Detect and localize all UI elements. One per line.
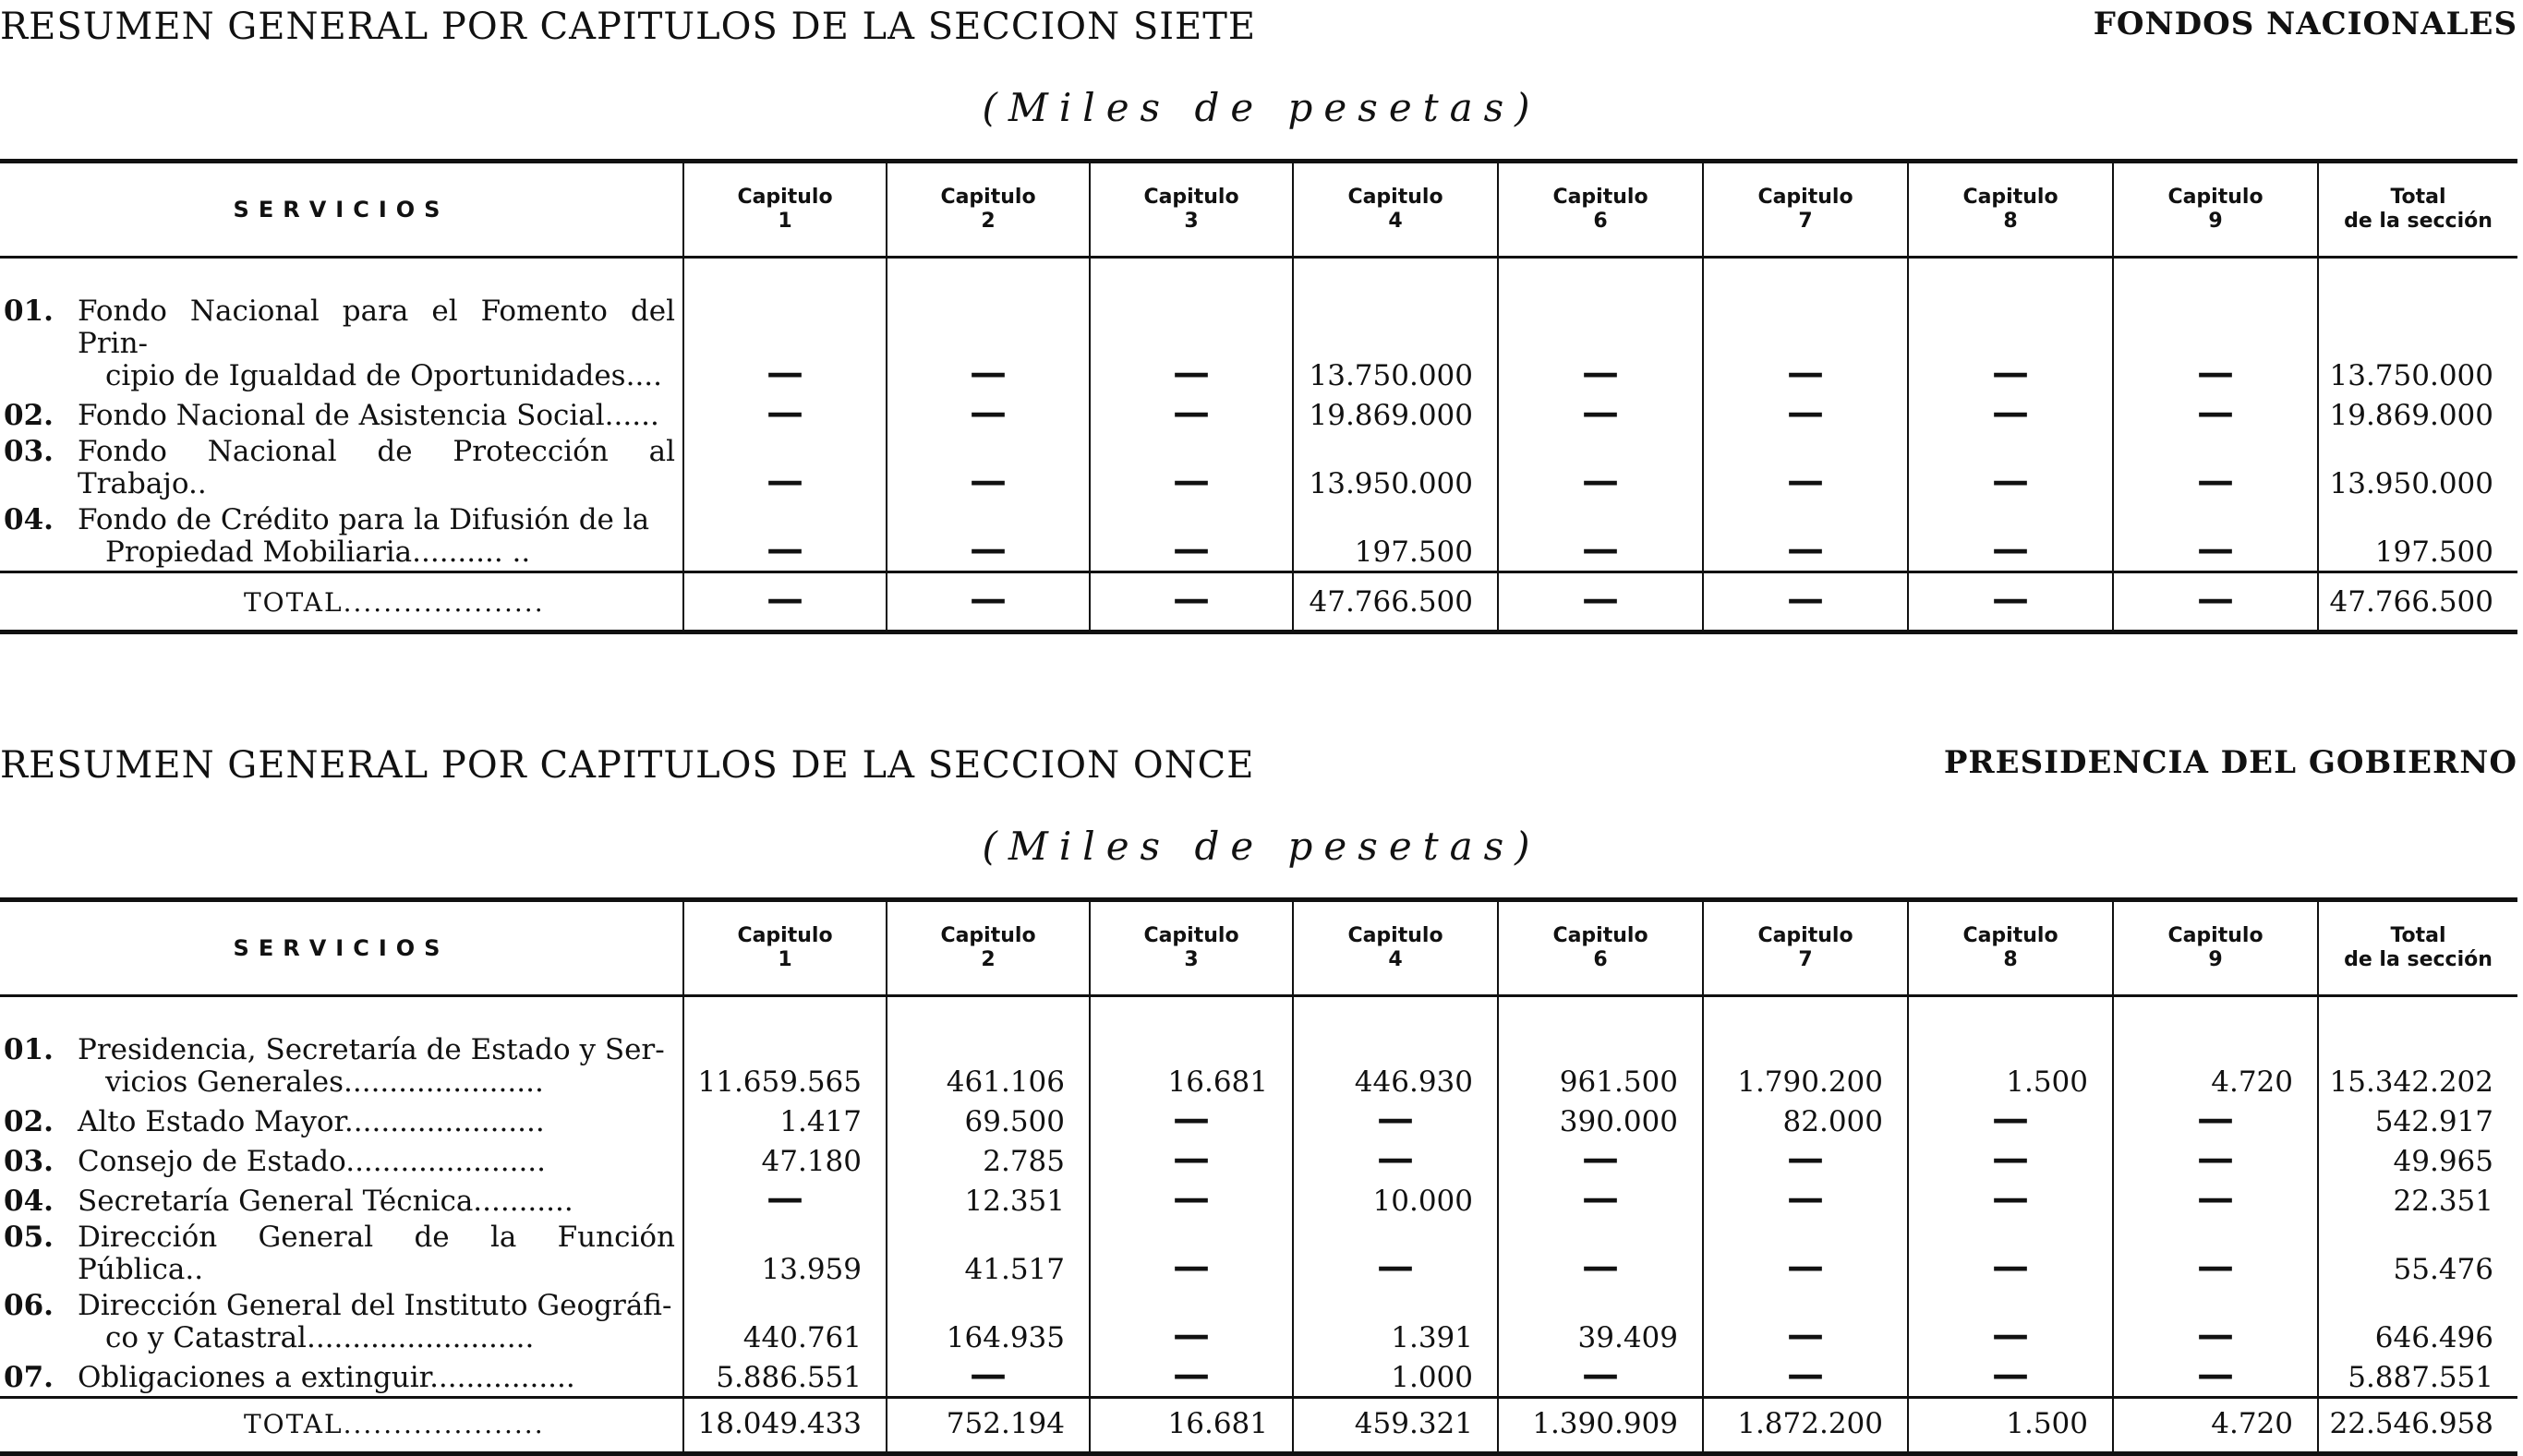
section-header <box>0 744 2523 790</box>
total-value: 18.049.433 <box>683 1398 887 1454</box>
value-cell: — <box>1703 434 1908 502</box>
value-cell: 47.180 <box>683 1140 887 1180</box>
service-name: Fondo Nacional para el Fomento del Prin- cipio de Igualdad de Oportunidades.... <box>78 295 675 392</box>
total-value: — <box>2113 572 2318 632</box>
value-cell: — <box>1498 1180 1703 1220</box>
service-description <box>0 996 683 1101</box>
value-cell: 5.887.551 <box>2318 1356 2517 1398</box>
service-code: 04. <box>4 503 54 536</box>
value-cell: — <box>887 394 1090 434</box>
value-cell: 542.917 <box>2318 1101 2517 1140</box>
table-row <box>0 502 2517 572</box>
value-cell: — <box>2113 394 2318 434</box>
service-name: Consejo de Estado...................... <box>78 1145 547 1178</box>
value-cell: 41.517 <box>887 1220 1090 1288</box>
value-cell: — <box>1090 1288 1293 1356</box>
value-cell: — <box>1703 394 1908 434</box>
table-row <box>0 1356 2517 1398</box>
value-cell: — <box>2113 258 2318 395</box>
total-value: 752.194 <box>887 1398 1090 1454</box>
value-cell: — <box>1090 258 1293 395</box>
column-header: Capitulo 2 <box>887 900 1090 996</box>
value-cell: 82.000 <box>1703 1101 1908 1140</box>
column-header: Capitulo 3 <box>1090 900 1293 996</box>
value-cell: — <box>683 1180 887 1220</box>
value-cell: — <box>1498 502 1703 572</box>
section-header <box>0 6 2523 52</box>
table-row <box>0 1288 2517 1356</box>
value-cell: 1.500 <box>1908 996 2113 1101</box>
value-cell: — <box>1703 258 1908 395</box>
service-name: Presidencia, Secretaría de Estado y Ser- vicios Generales...................... <box>78 1033 665 1099</box>
value-cell: — <box>2113 502 2318 572</box>
column-header: Total de la sección <box>2318 162 2517 258</box>
value-cell: — <box>887 1356 1090 1398</box>
total-value: — <box>887 572 1090 632</box>
section-title: RESUMEN GENERAL POR CAPITULOS DE LA SECCION ONCE <box>0 744 1255 787</box>
service-code: 03. <box>4 435 54 468</box>
value-cell: — <box>1908 1356 2113 1398</box>
service-code: 01. <box>4 1033 54 1066</box>
value-cell: — <box>2113 1101 2318 1140</box>
value-cell: — <box>1498 1220 1703 1288</box>
section-entity: FONDOS NACIONALES <box>2093 6 2517 42</box>
table-header-row <box>0 162 2517 258</box>
column-header: Capitulo 1 <box>683 162 887 258</box>
service-name: Dirección General del Instituto Geográfi- co y Catastral......................... <box>78 1289 672 1354</box>
value-cell: 1.790.200 <box>1703 996 1908 1101</box>
value-cell: 11.659.565 <box>683 996 887 1101</box>
value-cell: — <box>1090 1220 1293 1288</box>
value-cell: — <box>683 502 887 572</box>
total-value: 47.766.500 <box>2318 572 2517 632</box>
table-row <box>0 394 2517 434</box>
value-cell: 10.000 <box>1293 1180 1498 1220</box>
total-row <box>0 572 2517 632</box>
table-row <box>0 258 2517 395</box>
total-label: TOTAL.................... <box>0 1398 683 1454</box>
value-cell: — <box>1293 1101 1498 1140</box>
value-cell: — <box>1090 434 1293 502</box>
value-cell: — <box>887 258 1090 395</box>
value-cell: — <box>2113 434 2318 502</box>
value-cell: 461.106 <box>887 996 1090 1101</box>
service-description <box>0 434 683 502</box>
value-cell: 39.409 <box>1498 1288 1703 1356</box>
value-cell: — <box>1090 1101 1293 1140</box>
service-name: Obligaciones a extinguir................ <box>78 1361 575 1394</box>
value-cell: — <box>2113 1180 2318 1220</box>
total-value: 1.872.200 <box>1703 1398 1908 1454</box>
value-cell: 22.351 <box>2318 1180 2517 1220</box>
value-cell: 1.000 <box>1293 1356 1498 1398</box>
service-description <box>0 1140 683 1180</box>
value-cell: 4.720 <box>2113 996 2318 1101</box>
value-cell: — <box>1498 258 1703 395</box>
value-cell: — <box>1498 1356 1703 1398</box>
value-cell: — <box>1703 1356 1908 1398</box>
column-header: Capitulo 3 <box>1090 162 1293 258</box>
value-cell: 13.959 <box>683 1220 887 1288</box>
total-value: — <box>1498 572 1703 632</box>
value-cell: — <box>683 394 887 434</box>
service-name: Dirección General de la Función Pública.. <box>78 1221 675 1286</box>
service-description <box>0 1180 683 1220</box>
total-value: — <box>1908 572 2113 632</box>
value-cell: 13.750.000 <box>2318 258 2517 395</box>
section-title: RESUMEN GENERAL POR CAPITULOS DE LA SECCION SIETE <box>0 6 1257 48</box>
column-header: Capitulo 9 <box>2113 162 2318 258</box>
service-name: Fondo Nacional de Protección al Trabajo.. <box>78 435 675 500</box>
service-description <box>0 502 683 572</box>
value-cell: 19.869.000 <box>2318 394 2517 434</box>
total-value: 1.500 <box>1908 1398 2113 1454</box>
total-row <box>0 1398 2517 1454</box>
column-header: Capitulo 6 <box>1498 162 1703 258</box>
value-cell: — <box>1703 1180 1908 1220</box>
service-name: Secretaría General Técnica........... <box>78 1185 573 1218</box>
value-cell: 49.965 <box>2318 1140 2517 1180</box>
value-cell: — <box>1908 1288 2113 1356</box>
units-subtitle: (Miles de pesetas) <box>982 824 1541 869</box>
total-value: 4.720 <box>2113 1398 2318 1454</box>
value-cell: 961.500 <box>1498 996 1703 1101</box>
value-cell: 2.785 <box>887 1140 1090 1180</box>
service-code: 06. <box>4 1289 54 1322</box>
value-cell: — <box>1703 1288 1908 1356</box>
value-cell: 390.000 <box>1498 1101 1703 1140</box>
value-cell: — <box>1908 1101 2113 1140</box>
value-cell: — <box>1908 394 2113 434</box>
value-cell: — <box>1090 1140 1293 1180</box>
total-value: 47.766.500 <box>1293 572 1498 632</box>
column-header: Capitulo 4 <box>1293 900 1498 996</box>
units-subtitle: (Miles de pesetas) <box>982 85 1541 130</box>
budget-table <box>0 897 2517 1456</box>
value-cell: 646.496 <box>2318 1288 2517 1356</box>
total-value: 22.546.958 <box>2318 1398 2517 1454</box>
service-description <box>0 258 683 395</box>
value-cell: — <box>1703 1140 1908 1180</box>
service-description <box>0 1101 683 1140</box>
value-cell: — <box>1908 502 2113 572</box>
value-cell: — <box>1908 1140 2113 1180</box>
value-cell: 1.391 <box>1293 1288 1498 1356</box>
service-description <box>0 1356 683 1398</box>
service-description <box>0 394 683 434</box>
service-description <box>0 1220 683 1288</box>
value-cell: 16.681 <box>1090 996 1293 1101</box>
total-value: 459.321 <box>1293 1398 1498 1454</box>
value-cell: — <box>1090 1356 1293 1398</box>
value-cell: — <box>1090 394 1293 434</box>
column-header: Capitulo 6 <box>1498 900 1703 996</box>
value-cell: — <box>2113 1288 2318 1356</box>
total-value: 1.390.909 <box>1498 1398 1703 1454</box>
table-row <box>0 1180 2517 1220</box>
column-header: Capitulo 8 <box>1908 900 2113 996</box>
total-value: — <box>1703 572 1908 632</box>
value-cell: — <box>1498 434 1703 502</box>
value-cell: — <box>683 258 887 395</box>
column-header: Capitulo 7 <box>1703 162 1908 258</box>
total-value: 16.681 <box>1090 1398 1293 1454</box>
column-header: Capitulo 4 <box>1293 162 1498 258</box>
section-entity: PRESIDENCIA DEL GOBIERNO <box>1943 744 2517 781</box>
column-header: Capitulo 1 <box>683 900 887 996</box>
value-cell: 13.750.000 <box>1293 258 1498 395</box>
value-cell: — <box>1908 434 2113 502</box>
service-code: 02. <box>4 1105 54 1138</box>
value-cell: — <box>1498 1140 1703 1180</box>
value-cell: 69.500 <box>887 1101 1090 1140</box>
value-cell: — <box>887 502 1090 572</box>
service-name: Fondo Nacional de Asistencia Social...... <box>78 399 659 432</box>
value-cell: — <box>1498 394 1703 434</box>
value-cell: 5.886.551 <box>683 1356 887 1398</box>
value-cell: 197.500 <box>1293 502 1498 572</box>
value-cell: 446.930 <box>1293 996 1498 1101</box>
column-header: Capitulo 7 <box>1703 900 1908 996</box>
service-description <box>0 1288 683 1356</box>
value-cell: 13.950.000 <box>2318 434 2517 502</box>
servicios-header: SERVICIOS <box>0 162 683 258</box>
value-cell: — <box>2113 1356 2318 1398</box>
value-cell: 15.342.202 <box>2318 996 2517 1101</box>
service-code: 07. <box>4 1361 54 1394</box>
table-row <box>0 1101 2517 1140</box>
service-code: 05. <box>4 1221 54 1254</box>
value-cell: 440.761 <box>683 1288 887 1356</box>
value-cell: 1.417 <box>683 1101 887 1140</box>
value-cell: — <box>887 434 1090 502</box>
value-cell: — <box>1293 1140 1498 1180</box>
column-header: Capitulo 9 <box>2113 900 2318 996</box>
value-cell: — <box>2113 1140 2318 1180</box>
value-cell: 19.869.000 <box>1293 394 1498 434</box>
table-row <box>0 434 2517 502</box>
value-cell: — <box>1090 1180 1293 1220</box>
service-name: Fondo de Crédito para la Difusión de la Propiedad Mobiliaria.......... .. <box>78 503 650 569</box>
value-cell: — <box>1908 1220 2113 1288</box>
value-cell: — <box>683 434 887 502</box>
table-row <box>0 1140 2517 1180</box>
service-code: 02. <box>4 399 54 432</box>
table-row <box>0 996 2517 1101</box>
value-cell: — <box>1703 1220 1908 1288</box>
service-code: 01. <box>4 295 54 328</box>
value-cell: — <box>1090 502 1293 572</box>
table-header-row <box>0 900 2517 996</box>
total-value: — <box>683 572 887 632</box>
service-code: 04. <box>4 1185 54 1218</box>
value-cell: — <box>1908 1180 2113 1220</box>
servicios-header: SERVICIOS <box>0 900 683 996</box>
total-value: — <box>1090 572 1293 632</box>
total-label: TOTAL.................... <box>0 572 683 632</box>
value-cell: 12.351 <box>887 1180 1090 1220</box>
column-header: Capitulo 8 <box>1908 162 2113 258</box>
value-cell: — <box>1908 258 2113 395</box>
value-cell: 13.950.000 <box>1293 434 1498 502</box>
service-name: Alto Estado Mayor...................... <box>78 1105 545 1138</box>
value-cell: 197.500 <box>2318 502 2517 572</box>
column-header: Total de la sección <box>2318 900 2517 996</box>
service-code: 03. <box>4 1145 54 1178</box>
value-cell: 55.476 <box>2318 1220 2517 1288</box>
value-cell: — <box>1703 502 1908 572</box>
value-cell: — <box>1293 1220 1498 1288</box>
table-row <box>0 1220 2517 1288</box>
value-cell: 164.935 <box>887 1288 1090 1356</box>
column-header: Capitulo 2 <box>887 162 1090 258</box>
value-cell: — <box>2113 1220 2318 1288</box>
budget-table <box>0 159 2517 634</box>
